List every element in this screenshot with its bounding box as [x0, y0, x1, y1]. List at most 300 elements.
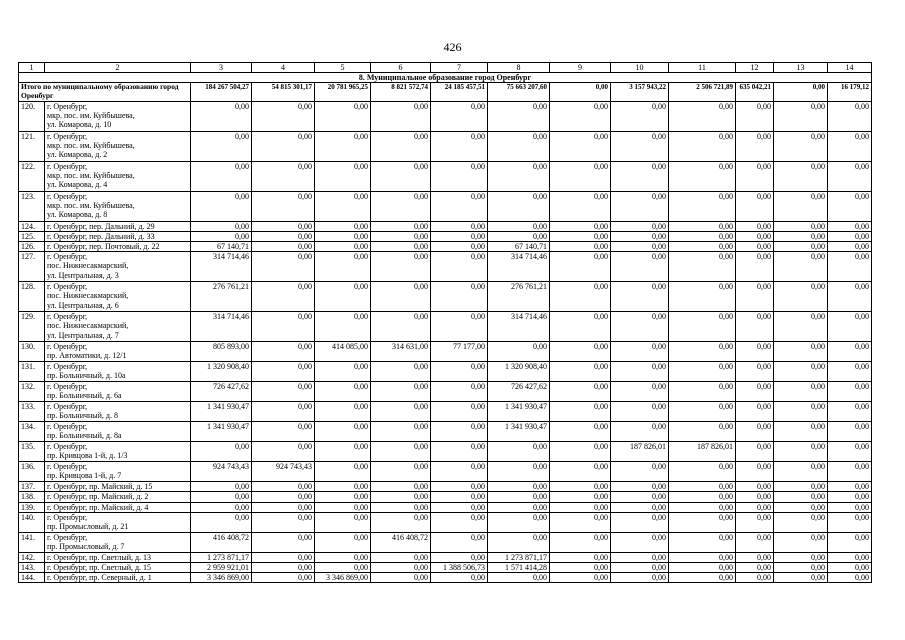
value-cell: 805 893,00 — [191, 342, 252, 362]
table-row — [19, 131, 872, 161]
value-cell: 0,00 — [191, 231, 252, 241]
value-cell: 0,00 — [488, 101, 550, 131]
value-cell: 416 408,72 — [371, 532, 431, 552]
total-value: 3 157 943,22 — [611, 83, 669, 101]
row-number: 141. — [19, 532, 45, 552]
table-row — [19, 252, 872, 282]
value-cell: 0,00 — [252, 532, 315, 552]
value-cell: 0,00 — [431, 221, 488, 231]
value-cell: 0,00 — [736, 131, 774, 161]
value-cell: 1 571 414,28 — [488, 562, 550, 572]
value-cell: 0,00 — [828, 101, 872, 131]
value-cell: 3 346 869,00 — [315, 573, 371, 583]
table-row — [19, 442, 872, 462]
value-cell: 0,00 — [315, 562, 371, 572]
value-cell: 0,00 — [488, 191, 550, 221]
value-cell: 314 714,46 — [191, 252, 252, 282]
value-cell: 0,00 — [371, 362, 431, 382]
row-number: 135. — [19, 442, 45, 462]
value-cell: 0,00 — [828, 422, 872, 442]
address-cell — [45, 252, 191, 282]
value-cell: 0,00 — [550, 221, 611, 231]
value-cell: 0,00 — [611, 502, 669, 512]
total-label: Итого по муниципальному образованию город Оренбург — [19, 83, 191, 101]
value-cell: 0,00 — [736, 362, 774, 382]
address-line: пр. Больничный, д. 8 — [47, 411, 119, 421]
address-line: пр. Больничный, д. 6а — [47, 391, 122, 401]
address-cell — [45, 402, 191, 422]
column-number: 10 — [611, 63, 669, 73]
address-line: г. Оренбург, пер. Дальний, д. 33 — [47, 231, 155, 241]
value-cell: 0,00 — [550, 552, 611, 562]
value-cell: 0,00 — [774, 482, 828, 492]
value-cell: 0,00 — [669, 402, 736, 422]
address-line: ул. Комарова, д. 2 — [47, 150, 108, 159]
row-number: 129. — [19, 312, 45, 342]
value-cell: 0,00 — [611, 221, 669, 231]
value-cell: 0,00 — [736, 242, 774, 252]
address-line: ул. Центральная, д. 7 — [47, 330, 119, 340]
value-cell: 0,00 — [431, 422, 488, 442]
table-row — [19, 242, 872, 252]
row-number: 132. — [19, 382, 45, 402]
value-cell: 0,00 — [774, 552, 828, 562]
value-cell: 0,00 — [550, 502, 611, 512]
value-cell: 0,00 — [315, 221, 371, 231]
address-line: г. Оренбург, — [47, 131, 88, 141]
value-cell: 0,00 — [252, 552, 315, 562]
value-cell: 0,00 — [828, 282, 872, 312]
value-cell: 0,00 — [550, 362, 611, 382]
value-cell: 0,00 — [736, 402, 774, 422]
value-cell: 0,00 — [371, 221, 431, 231]
value-cell: 0,00 — [611, 402, 669, 422]
column-number: 2 — [45, 63, 191, 73]
value-cell: 0,00 — [371, 242, 431, 252]
value-cell: 0,00 — [550, 562, 611, 572]
value-cell: 0,00 — [611, 552, 669, 562]
value-cell: 67 140,71 — [191, 242, 252, 252]
address-line: г. Оренбург, — [47, 422, 88, 432]
value-cell: 0,00 — [828, 342, 872, 362]
value-cell: 0,00 — [611, 482, 669, 492]
value-cell: 0,00 — [669, 362, 736, 382]
row-number: 140. — [19, 512, 45, 532]
value-cell: 0,00 — [828, 242, 872, 252]
value-cell: 0,00 — [488, 573, 550, 583]
value-cell: 0,00 — [315, 402, 371, 422]
value-cell: 0,00 — [431, 362, 488, 382]
address-line: пр. Промысловый, д. 7 — [47, 541, 125, 551]
value-cell: 0,00 — [371, 573, 431, 583]
value-cell: 0,00 — [550, 573, 611, 583]
value-cell: 0,00 — [828, 512, 872, 532]
value-cell: 0,00 — [431, 512, 488, 532]
address-line: г. Оренбург, — [47, 512, 88, 522]
row-number: 133. — [19, 402, 45, 422]
value-cell: 0,00 — [252, 382, 315, 402]
row-number: 125. — [19, 231, 45, 241]
address-line: г. Оренбург, — [47, 402, 88, 412]
value-cell: 0,00 — [488, 482, 550, 492]
value-cell: 0,00 — [315, 382, 371, 402]
value-cell: 0,00 — [315, 282, 371, 312]
value-cell: 0,00 — [488, 161, 550, 191]
value-cell: 0,00 — [736, 442, 774, 462]
table-row — [19, 502, 872, 512]
value-cell: 314 631,00 — [371, 342, 431, 362]
value-cell: 0,00 — [774, 191, 828, 221]
column-number: 1 — [19, 63, 45, 73]
value-cell: 0,00 — [191, 221, 252, 231]
value-cell: 0,00 — [669, 342, 736, 362]
value-cell: 0,00 — [550, 512, 611, 532]
value-cell: 0,00 — [191, 131, 252, 161]
value-cell: 0,00 — [488, 221, 550, 231]
column-number: 14 — [828, 63, 872, 73]
value-cell: 1 320 908,40 — [191, 362, 252, 382]
table-row — [19, 462, 872, 482]
value-cell: 0,00 — [828, 573, 872, 583]
address-cell — [45, 161, 191, 191]
value-cell: 0,00 — [371, 462, 431, 482]
value-cell: 0,00 — [736, 482, 774, 492]
address-cell — [45, 282, 191, 312]
value-cell: 0,00 — [550, 131, 611, 161]
value-cell: 0,00 — [252, 362, 315, 382]
value-cell: 0,00 — [774, 252, 828, 282]
address-line: г. Оренбург, пер. Почтовый, д. 22 — [47, 242, 160, 251]
value-cell: 0,00 — [669, 282, 736, 312]
value-cell: 0,00 — [252, 252, 315, 282]
value-cell: 0,00 — [315, 442, 371, 462]
value-cell: 0,00 — [431, 442, 488, 462]
value-cell: 0,00 — [371, 482, 431, 492]
value-cell: 0,00 — [431, 532, 488, 552]
column-number: 9 — [550, 63, 611, 73]
address-line: г. Оренбург, — [47, 442, 88, 452]
row-number: 128. — [19, 282, 45, 312]
address-cell — [45, 532, 191, 552]
value-cell: 0,00 — [550, 101, 611, 131]
value-cell: 0,00 — [669, 312, 736, 342]
address-line: г. Оренбург, пр. Майский, д. 4 — [47, 502, 149, 512]
address-cell — [45, 242, 191, 252]
value-cell: 1 273 871,17 — [488, 552, 550, 562]
value-cell: 0,00 — [431, 573, 488, 583]
value-cell: 0,00 — [371, 492, 431, 502]
value-cell: 0,00 — [252, 402, 315, 422]
address-cell — [45, 512, 191, 532]
table-row — [19, 312, 872, 342]
value-cell: 0,00 — [774, 342, 828, 362]
value-cell: 0,00 — [252, 221, 315, 231]
value-cell: 0,00 — [431, 492, 488, 502]
value-cell: 0,00 — [371, 562, 431, 572]
value-cell: 0,00 — [736, 191, 774, 221]
value-cell: 1 341 930,47 — [191, 402, 252, 422]
value-cell: 0,00 — [252, 191, 315, 221]
value-cell: 0,00 — [431, 131, 488, 161]
table-row — [19, 552, 872, 562]
value-cell: 0,00 — [252, 131, 315, 161]
total-value: 0,00 — [774, 83, 828, 101]
value-cell: 0,00 — [736, 573, 774, 583]
value-cell: 0,00 — [371, 382, 431, 402]
value-cell: 0,00 — [611, 562, 669, 572]
address-cell — [45, 482, 191, 492]
table-row — [19, 282, 872, 312]
address-line: пр. Промысловый, д. 21 — [47, 521, 129, 531]
value-cell: 0,00 — [774, 131, 828, 161]
value-cell: 0,00 — [611, 161, 669, 191]
value-cell: 0,00 — [774, 512, 828, 532]
value-cell: 2 959 921,01 — [191, 562, 252, 572]
value-cell: 0,00 — [488, 512, 550, 532]
value-cell: 0,00 — [550, 161, 611, 191]
address-line: г. Оренбург, пр. Светлый, д. 15 — [47, 562, 152, 572]
value-cell: 0,00 — [828, 252, 872, 282]
value-cell: 726 427,62 — [488, 382, 550, 402]
value-cell: 0,00 — [611, 131, 669, 161]
table-row — [19, 362, 872, 382]
value-cell: 0,00 — [774, 221, 828, 231]
value-cell: 0,00 — [191, 161, 252, 191]
value-cell: 0,00 — [669, 101, 736, 131]
address-cell — [45, 462, 191, 482]
value-cell: 0,00 — [774, 282, 828, 312]
address-cell — [45, 502, 191, 512]
value-cell: 0,00 — [315, 552, 371, 562]
row-number: 121. — [19, 131, 45, 161]
value-cell: 0,00 — [488, 342, 550, 362]
value-cell: 0,00 — [611, 282, 669, 312]
value-cell: 0,00 — [774, 362, 828, 382]
value-cell: 0,00 — [774, 231, 828, 241]
value-cell: 0,00 — [315, 462, 371, 482]
table-row — [19, 342, 872, 362]
table-row — [19, 512, 872, 532]
value-cell: 0,00 — [736, 161, 774, 191]
value-cell: 276 761,21 — [191, 282, 252, 312]
value-cell: 0,00 — [611, 382, 669, 402]
address-line: г. Оренбург, — [47, 252, 88, 262]
value-cell: 0,00 — [550, 252, 611, 282]
value-cell: 0,00 — [611, 312, 669, 342]
address-cell — [45, 422, 191, 442]
value-cell: 0,00 — [371, 512, 431, 532]
value-cell: 0,00 — [315, 362, 371, 382]
value-cell: 0,00 — [828, 191, 872, 221]
value-cell: 0,00 — [611, 422, 669, 442]
address-line: г. Оренбург, пр. Майский, д. 2 — [47, 492, 149, 502]
value-cell: 0,00 — [315, 131, 371, 161]
column-number: 3 — [191, 63, 252, 73]
value-cell: 0,00 — [774, 502, 828, 512]
value-cell: 0,00 — [669, 161, 736, 191]
value-cell: 3 346 869,00 — [191, 573, 252, 583]
address-line: г. Оренбург, пр. Северный, д. 1 — [47, 573, 152, 583]
value-cell: 0,00 — [828, 482, 872, 492]
value-cell: 0,00 — [252, 492, 315, 502]
value-cell: 924 743,43 — [191, 462, 252, 482]
value-cell: 0,00 — [488, 492, 550, 502]
value-cell: 0,00 — [611, 252, 669, 282]
address-cell — [45, 191, 191, 221]
column-number: 11 — [669, 63, 736, 73]
column-number: 7 — [431, 63, 488, 73]
value-cell: 0,00 — [736, 231, 774, 241]
value-cell: 0,00 — [550, 422, 611, 442]
address-cell — [45, 552, 191, 562]
value-cell: 1 388 506,73 — [431, 562, 488, 572]
row-number: 124. — [19, 221, 45, 231]
address-line: г. Оренбург, пер. Дальний, д. 29 — [47, 221, 155, 231]
value-cell: 0,00 — [315, 242, 371, 252]
value-cell: 0,00 — [371, 161, 431, 191]
address-line: г. Оренбург, — [47, 462, 88, 472]
value-cell: 0,00 — [550, 402, 611, 422]
value-cell: 314 714,46 — [488, 312, 550, 342]
row-number: 134. — [19, 422, 45, 442]
value-cell: 0,00 — [550, 492, 611, 502]
address-line: г. Оренбург, пр. Майский, д. 15 — [47, 482, 153, 492]
value-cell: 0,00 — [315, 231, 371, 241]
value-cell: 0,00 — [431, 101, 488, 131]
value-cell: 0,00 — [611, 101, 669, 131]
value-cell: 0,00 — [315, 312, 371, 342]
value-cell: 0,00 — [371, 442, 431, 462]
value-cell: 0,00 — [828, 221, 872, 231]
value-cell: 1 341 930,47 — [488, 422, 550, 442]
row-number: 144. — [19, 573, 45, 583]
value-cell: 0,00 — [774, 573, 828, 583]
address-cell — [45, 131, 191, 161]
value-cell: 0,00 — [252, 502, 315, 512]
row-number: 130. — [19, 342, 45, 362]
row-number: 131. — [19, 362, 45, 382]
value-cell: 0,00 — [252, 512, 315, 532]
address-line: г. Оренбург, — [47, 532, 88, 542]
section-row — [19, 73, 872, 83]
value-cell: 0,00 — [315, 532, 371, 552]
value-cell: 0,00 — [828, 231, 872, 241]
value-cell: 0,00 — [736, 462, 774, 482]
address-line: пос. Нижнесакмарский, — [47, 261, 129, 271]
value-cell: 0,00 — [669, 231, 736, 241]
value-cell: 0,00 — [611, 512, 669, 532]
address-line: ул. Комарова, д. 8 — [47, 210, 108, 219]
table-row — [19, 482, 872, 492]
column-numbers-row — [19, 63, 872, 73]
value-cell: 0,00 — [774, 462, 828, 482]
value-cell: 0,00 — [669, 573, 736, 583]
column-number: 12 — [736, 63, 774, 73]
value-cell: 414 085,00 — [315, 342, 371, 362]
value-cell: 0,00 — [611, 191, 669, 221]
value-cell: 0,00 — [774, 402, 828, 422]
value-cell: 77 177,00 — [431, 342, 488, 362]
address-line: мкр. пос. им. Куйбышева, — [47, 140, 135, 150]
section-title: 8. Муниципальное образование город Оренбург — [19, 73, 872, 83]
total-value: 0,00 — [550, 83, 611, 101]
table-row — [19, 492, 872, 502]
row-number: 138. — [19, 492, 45, 502]
value-cell: 0,00 — [315, 422, 371, 442]
value-cell: 0,00 — [828, 402, 872, 422]
total-value: 8 821 572,74 — [371, 83, 431, 101]
table-row — [19, 532, 872, 552]
value-cell: 0,00 — [828, 312, 872, 342]
value-cell: 0,00 — [828, 462, 872, 482]
value-cell: 0,00 — [828, 382, 872, 402]
value-cell: 0,00 — [191, 502, 252, 512]
value-cell: 0,00 — [550, 231, 611, 241]
table-row — [19, 382, 872, 402]
value-cell: 0,00 — [315, 101, 371, 131]
value-cell: 0,00 — [550, 282, 611, 312]
value-cell: 0,00 — [252, 312, 315, 342]
address-line: г. Оренбург, — [47, 382, 88, 392]
value-cell: 0,00 — [669, 492, 736, 502]
value-cell: 0,00 — [736, 101, 774, 131]
address-line: ул. Центральная, д. 3 — [47, 270, 119, 280]
address-cell — [45, 562, 191, 572]
value-cell: 0,00 — [774, 312, 828, 342]
value-cell: 0,00 — [669, 502, 736, 512]
value-cell: 0,00 — [669, 191, 736, 221]
column-number: 8 — [488, 63, 550, 73]
value-cell: 187 826,01 — [669, 442, 736, 462]
value-cell: 0,00 — [774, 382, 828, 402]
value-cell: 0,00 — [191, 101, 252, 131]
value-cell: 0,00 — [191, 512, 252, 532]
row-number: 136. — [19, 462, 45, 482]
row-number: 127. — [19, 252, 45, 282]
value-cell: 0,00 — [828, 532, 872, 552]
value-cell: 0,00 — [315, 492, 371, 502]
address-line: пр. Кривцова 1-й, д. 7 — [47, 471, 122, 481]
value-cell: 0,00 — [488, 462, 550, 482]
table-row — [19, 422, 872, 442]
value-cell: 314 714,46 — [488, 252, 550, 282]
total-value: 75 663 207,60 — [488, 83, 550, 101]
value-cell: 726 427,62 — [191, 382, 252, 402]
row-number: 142. — [19, 552, 45, 562]
value-cell: 0,00 — [252, 482, 315, 492]
address-cell — [45, 101, 191, 131]
value-cell: 0,00 — [611, 532, 669, 552]
value-cell: 0,00 — [736, 312, 774, 342]
address-line: пр. Кривцова 1-й, д. 1/3 — [47, 451, 128, 461]
value-cell: 0,00 — [371, 422, 431, 442]
address-cell — [45, 573, 191, 583]
value-cell: 314 714,46 — [191, 312, 252, 342]
value-cell: 0,00 — [488, 532, 550, 552]
address-line: ул. Комарова, д. 4 — [47, 180, 108, 189]
address-cell — [45, 221, 191, 231]
value-cell: 187 826,01 — [611, 442, 669, 462]
value-cell: 0,00 — [828, 502, 872, 512]
value-cell: 0,00 — [252, 442, 315, 462]
value-cell: 0,00 — [550, 342, 611, 362]
value-cell: 0,00 — [191, 482, 252, 492]
value-cell: 0,00 — [252, 342, 315, 362]
page-number: 426 — [443, 40, 462, 54]
value-cell: 0,00 — [736, 342, 774, 362]
address-line: г. Оренбург, — [47, 342, 88, 352]
value-cell: 0,00 — [550, 532, 611, 552]
